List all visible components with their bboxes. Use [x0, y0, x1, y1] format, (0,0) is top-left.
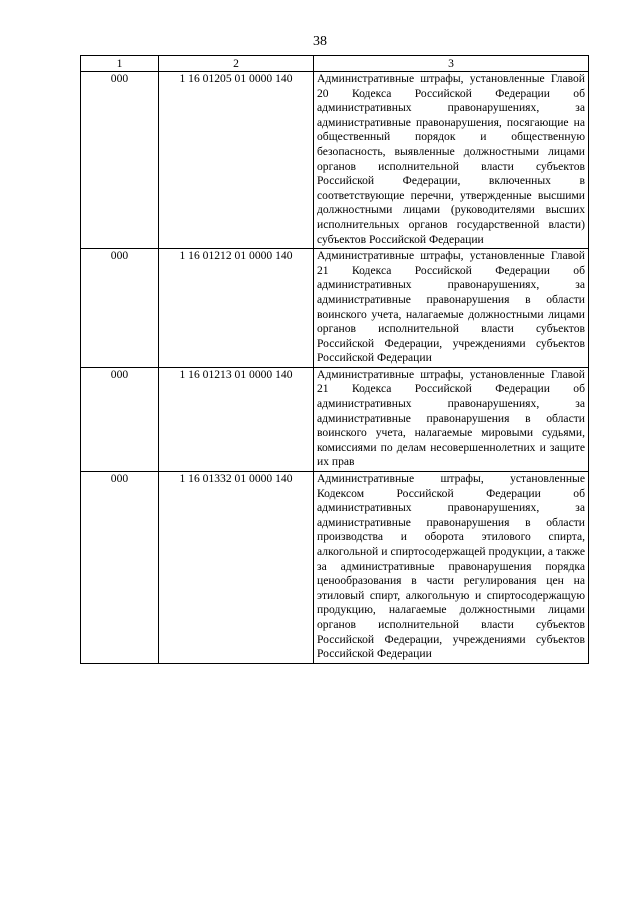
admin-code-cell: 000	[81, 249, 159, 368]
column-header-1: 1	[81, 56, 159, 72]
table-header-row	[81, 56, 589, 72]
table-row	[81, 72, 589, 249]
table-row	[81, 367, 589, 471]
description-cell: Административные штрафы, установленные Главой 21 Кодекса Российской Федерации об административных правонарушениях, за административные правонарушения в области воинского учета, налагаемые должностными лицами органов исполнительной власти субъектов Российской Федерации, учреждениями субъектов Российской Федерации	[314, 249, 589, 368]
kbk-code-cell: 1 16 01205 01 0000 140	[159, 72, 314, 249]
kbk-code-cell: 1 16 01213 01 0000 140	[159, 367, 314, 471]
column-header-2: 2	[159, 56, 314, 72]
admin-code-cell: 000	[81, 367, 159, 471]
table-row	[81, 249, 589, 368]
kbk-code-cell: 1 16 01212 01 0000 140	[159, 249, 314, 368]
description-cell: Административные штрафы, установленные Кодексом Российской Федерации об административных правонарушениях, за административные правонарушения в области производства и оборота этилового спирта, алкогольной и спиртосодержащей продукции, а также за административные правонарушения порядка ценообразования в части регулирования цен на этиловый спирт, алкогольную и спиртосодержащую продукцию, налагаемые должностными лицами органов исполнительной власти субъектов Российской Федерации, учреждениями субъектов Российской Федерации	[314, 472, 589, 664]
page-number: 38	[313, 34, 327, 49]
budget-codes-table	[80, 55, 589, 664]
admin-code-cell: 000	[81, 72, 159, 249]
column-header-3: 3	[314, 56, 589, 72]
kbk-code-cell: 1 16 01332 01 0000 140	[159, 472, 314, 664]
description-cell: Административные штрафы, установленные Главой 20 Кодекса Российской Федерации об административных правонарушениях, за административные правонарушения, посягающие на общественный порядок и общественную безопасность, выявленные должностными лицами органов исполнительной власти субъектов Российской Федерации, включенных в соответствующие перечни, утвержденные высшими должностными лицами (руководителями высших исполнительных органов государственной власти) субъектов Российской Федерации	[314, 72, 589, 249]
description-cell: Административные штрафы, установленные Главой 21 Кодекса Российской Федерации об административных правонарушениях, за административные правонарушения в области воинского учета, налагаемые мировыми судьями, комиссиями по делам несовершеннолетних и защите их прав	[314, 367, 589, 471]
admin-code-cell: 000	[81, 472, 159, 664]
table-row	[81, 472, 589, 664]
